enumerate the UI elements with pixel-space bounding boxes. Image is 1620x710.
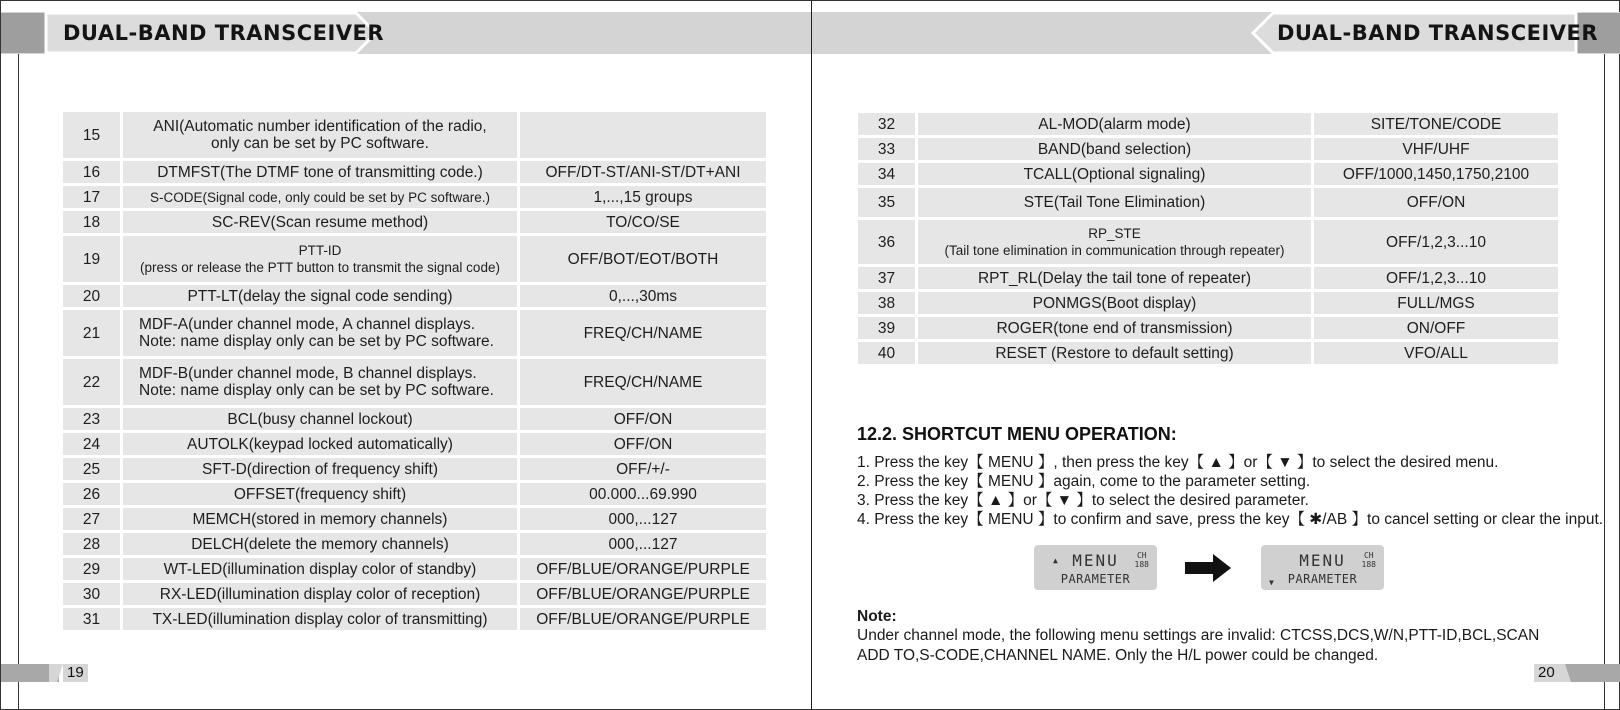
menu-item: MDF-A(under channel mode, A channel displays. Note: name display only can be set by PC software. [123,310,517,356]
table-row [63,558,766,580]
table-row [858,342,1558,364]
menu-value: ON/OFF [1314,317,1558,339]
lcd-line-parameter: PARAMETER [1060,572,1131,586]
margin-line-right [1604,54,1605,710]
arrow-right-icon [1185,554,1231,582]
step-item: 1. Press the key【 MENU 】, then press the key【 ▲ 】or【 ▼ 】to select the desired menu. [857,454,1499,471]
table-row [63,508,766,530]
menu-value: VFO/ALL [1314,342,1558,364]
page-title-left: DUAL-BAND TRANSCEIVER [63,21,385,45]
page-tab-notch-left [49,664,63,682]
menu-number: 38 [858,292,915,314]
page-title-right: DUAL-BAND TRANSCEIVER [1277,21,1599,45]
menu-number: 37 [858,267,915,289]
table-row [63,211,766,233]
table-row [63,408,766,430]
menu-value: OFF/1,2,3...10 [1314,220,1558,264]
table-row [858,188,1558,217]
table-row [858,220,1558,264]
table-row [63,236,766,282]
note-text: Under channel mode, the following menu settings are invalid: CTCSS,DCS,W/N,PTT-ID,BCL,SCAN ADD TO,S-CODE,CHANNEL NAME. Only the H/L power could be changed. [857,627,1540,664]
table-row [63,533,766,555]
menu-number: 35 [858,188,915,217]
menu-number: 28 [63,533,120,555]
menu-value: FREQ/CH/NAME [520,359,766,405]
menu-value: OFF/1,2,3...10 [1314,267,1558,289]
menu-item: RESET (Restore to default setting) [918,342,1311,364]
menu-item: ANI(Automatic number identification of the radio, only can be set by PC software. [123,112,517,158]
menu-value: 000,...127 [520,533,766,555]
menu-table-left [60,109,769,633]
menu-number: 22 [63,359,120,405]
menu-number: 40 [858,342,915,364]
table-row [63,608,766,630]
table-row [63,112,766,158]
menu-number: 31 [63,608,120,630]
menu-number: 30 [63,583,120,605]
menu-item: TCALL(Optional signaling) [918,163,1311,185]
lcd-line-menu: MENU [1072,551,1119,570]
menu-value: OFF/BLUE/ORANGE/PURPLE [520,583,766,605]
lcd-display-after [1261,545,1384,590]
table-row [858,163,1558,185]
table-row [63,483,766,505]
menu-value: OFF/ON [520,408,766,430]
menu-number: 20 [63,285,120,307]
menu-value: OFF/BLUE/ORANGE/PURPLE [520,558,766,580]
menu-value: TO/CO/SE [520,211,766,233]
page-spine [811,1,812,710]
menu-number: 36 [858,220,915,264]
caret-down-icon: ▼ [1269,578,1274,587]
menu-number: 17 [63,186,120,208]
table-row [63,359,766,405]
menu-item: PONMGS(Boot display) [918,292,1311,314]
section-title: 12.2. SHORTCUT MENU OPERATION: [857,424,1177,444]
lcd-ch-number: 188 [1134,560,1149,569]
menu-number: 32 [858,113,915,135]
menu-number: 23 [63,408,120,430]
step-item: 2. Press the key【 MENU 】again, come to the parameter setting. [857,473,1311,490]
page-tab-right [1563,664,1620,682]
lcd-display-before [1034,545,1157,590]
menu-item: PTT-LT(delay the signal code sending) [123,285,517,307]
menu-item: DELCH(delete the memory channels) [123,533,517,555]
table-row [63,310,766,356]
page-number-left: 19 [63,664,88,682]
note-label: Note: [857,608,897,625]
menu-item: AUTOLK(keypad locked automatically) [123,433,517,455]
menu-number: 21 [63,310,120,356]
menu-item: ROGER(tone end of transmission) [918,317,1311,339]
menu-number: 34 [858,163,915,185]
menu-item: BCL(busy channel lockout) [123,408,517,430]
menu-item: PTT-ID (press or release the PTT button to transmit the signal code) [123,236,517,282]
menu-value [520,112,766,158]
menu-value: OFF/+/- [520,458,766,480]
menu-number: 39 [858,317,915,339]
menu-value: FREQ/CH/NAME [520,310,766,356]
step-item: 3. Press the key【 ▲ 】or【 ▼ 】to select the desired parameter. [857,492,1309,509]
menu-item: DTMFST(The DTMF tone of transmitting code.) [123,161,517,183]
lcd-line-parameter: PARAMETER [1287,572,1358,586]
lcd-line-menu: MENU [1299,551,1346,570]
menu-number: 24 [63,433,120,455]
menu-number: 29 [63,558,120,580]
menu-value: 0,...,30ms [520,285,766,307]
menu-item: WT-LED(illumination display color of standby) [123,558,517,580]
caret-up-icon: ▲ [1053,556,1058,565]
table-row [63,285,766,307]
lcd-ch-label: CH [1136,551,1147,560]
menu-table-right [855,110,1561,367]
lcd-ch-number: 188 [1361,560,1376,569]
shortcut-steps [857,453,1603,529]
menu-value: OFF/DT-ST/ANI-ST/DT+ANI [520,161,766,183]
menu-value: OFF/ON [520,433,766,455]
menu-item: RP_STE (Tail tone elimination in communication through repeater) [918,220,1311,264]
table-row [63,161,766,183]
table-row [858,138,1558,160]
menu-value: FULL/MGS [1314,292,1558,314]
table-row [858,317,1558,339]
menu-item: S-CODE(Signal code, only could be set by PC software.) [123,186,517,208]
table-row [858,113,1558,135]
menu-number: 19 [63,236,120,282]
menu-number: 18 [63,211,120,233]
menu-item: OFFSET(frequency shift) [123,483,517,505]
menu-item: RPT_RL(Delay the tail tone of repeater) [918,267,1311,289]
menu-item: MDF-B(under channel mode, B channel displays. Note: name display only can be set by PC software. [123,359,517,405]
menu-value: 00.000...69.990 [520,483,766,505]
lcd-ch-label: CH [1363,551,1374,560]
margin-line-left [18,54,19,710]
menu-item: STE(Tail Tone Elimination) [918,188,1311,217]
menu-value: SITE/TONE/CODE [1314,113,1558,135]
menu-item: BAND(band selection) [918,138,1311,160]
menu-item: SC-REV(Scan resume method) [123,211,517,233]
menu-value: 1,...,15 groups [520,186,766,208]
table-row [858,267,1558,289]
menu-value: VHF/UHF [1314,138,1558,160]
menu-item: MEMCH(stored in memory channels) [123,508,517,530]
menu-number: 15 [63,112,120,158]
menu-number: 27 [63,508,120,530]
menu-value: OFF/BOT/EOT/BOTH [520,236,766,282]
step-item: 4. Press the key【 MENU 】to confirm and save, press the key【 ✱/AB 】to cancel setting or clear the input. [857,511,1604,528]
table-row [63,583,766,605]
menu-value: OFF/1000,1450,1750,2100 [1314,163,1558,185]
menu-value: OFF/ON [1314,188,1558,217]
menu-item: AL-MOD(alarm mode) [918,113,1311,135]
menu-number: 16 [63,161,120,183]
menu-number: 33 [858,138,915,160]
table-row [63,186,766,208]
menu-value: 000,...127 [520,508,766,530]
menu-item: RX-LED(illumination display color of reception) [123,583,517,605]
menu-number: 26 [63,483,120,505]
menu-number: 25 [63,458,120,480]
menu-item: TX-LED(illumination display color of transmitting) [123,608,517,630]
menu-value: OFF/BLUE/ORANGE/PURPLE [520,608,766,630]
page-tab-notch-right [1557,664,1571,682]
page-number-right: 20 [1534,664,1559,682]
table-row [858,292,1558,314]
table-row [63,458,766,480]
table-row [63,433,766,455]
menu-item: SFT-D(direction of frequency shift) [123,458,517,480]
